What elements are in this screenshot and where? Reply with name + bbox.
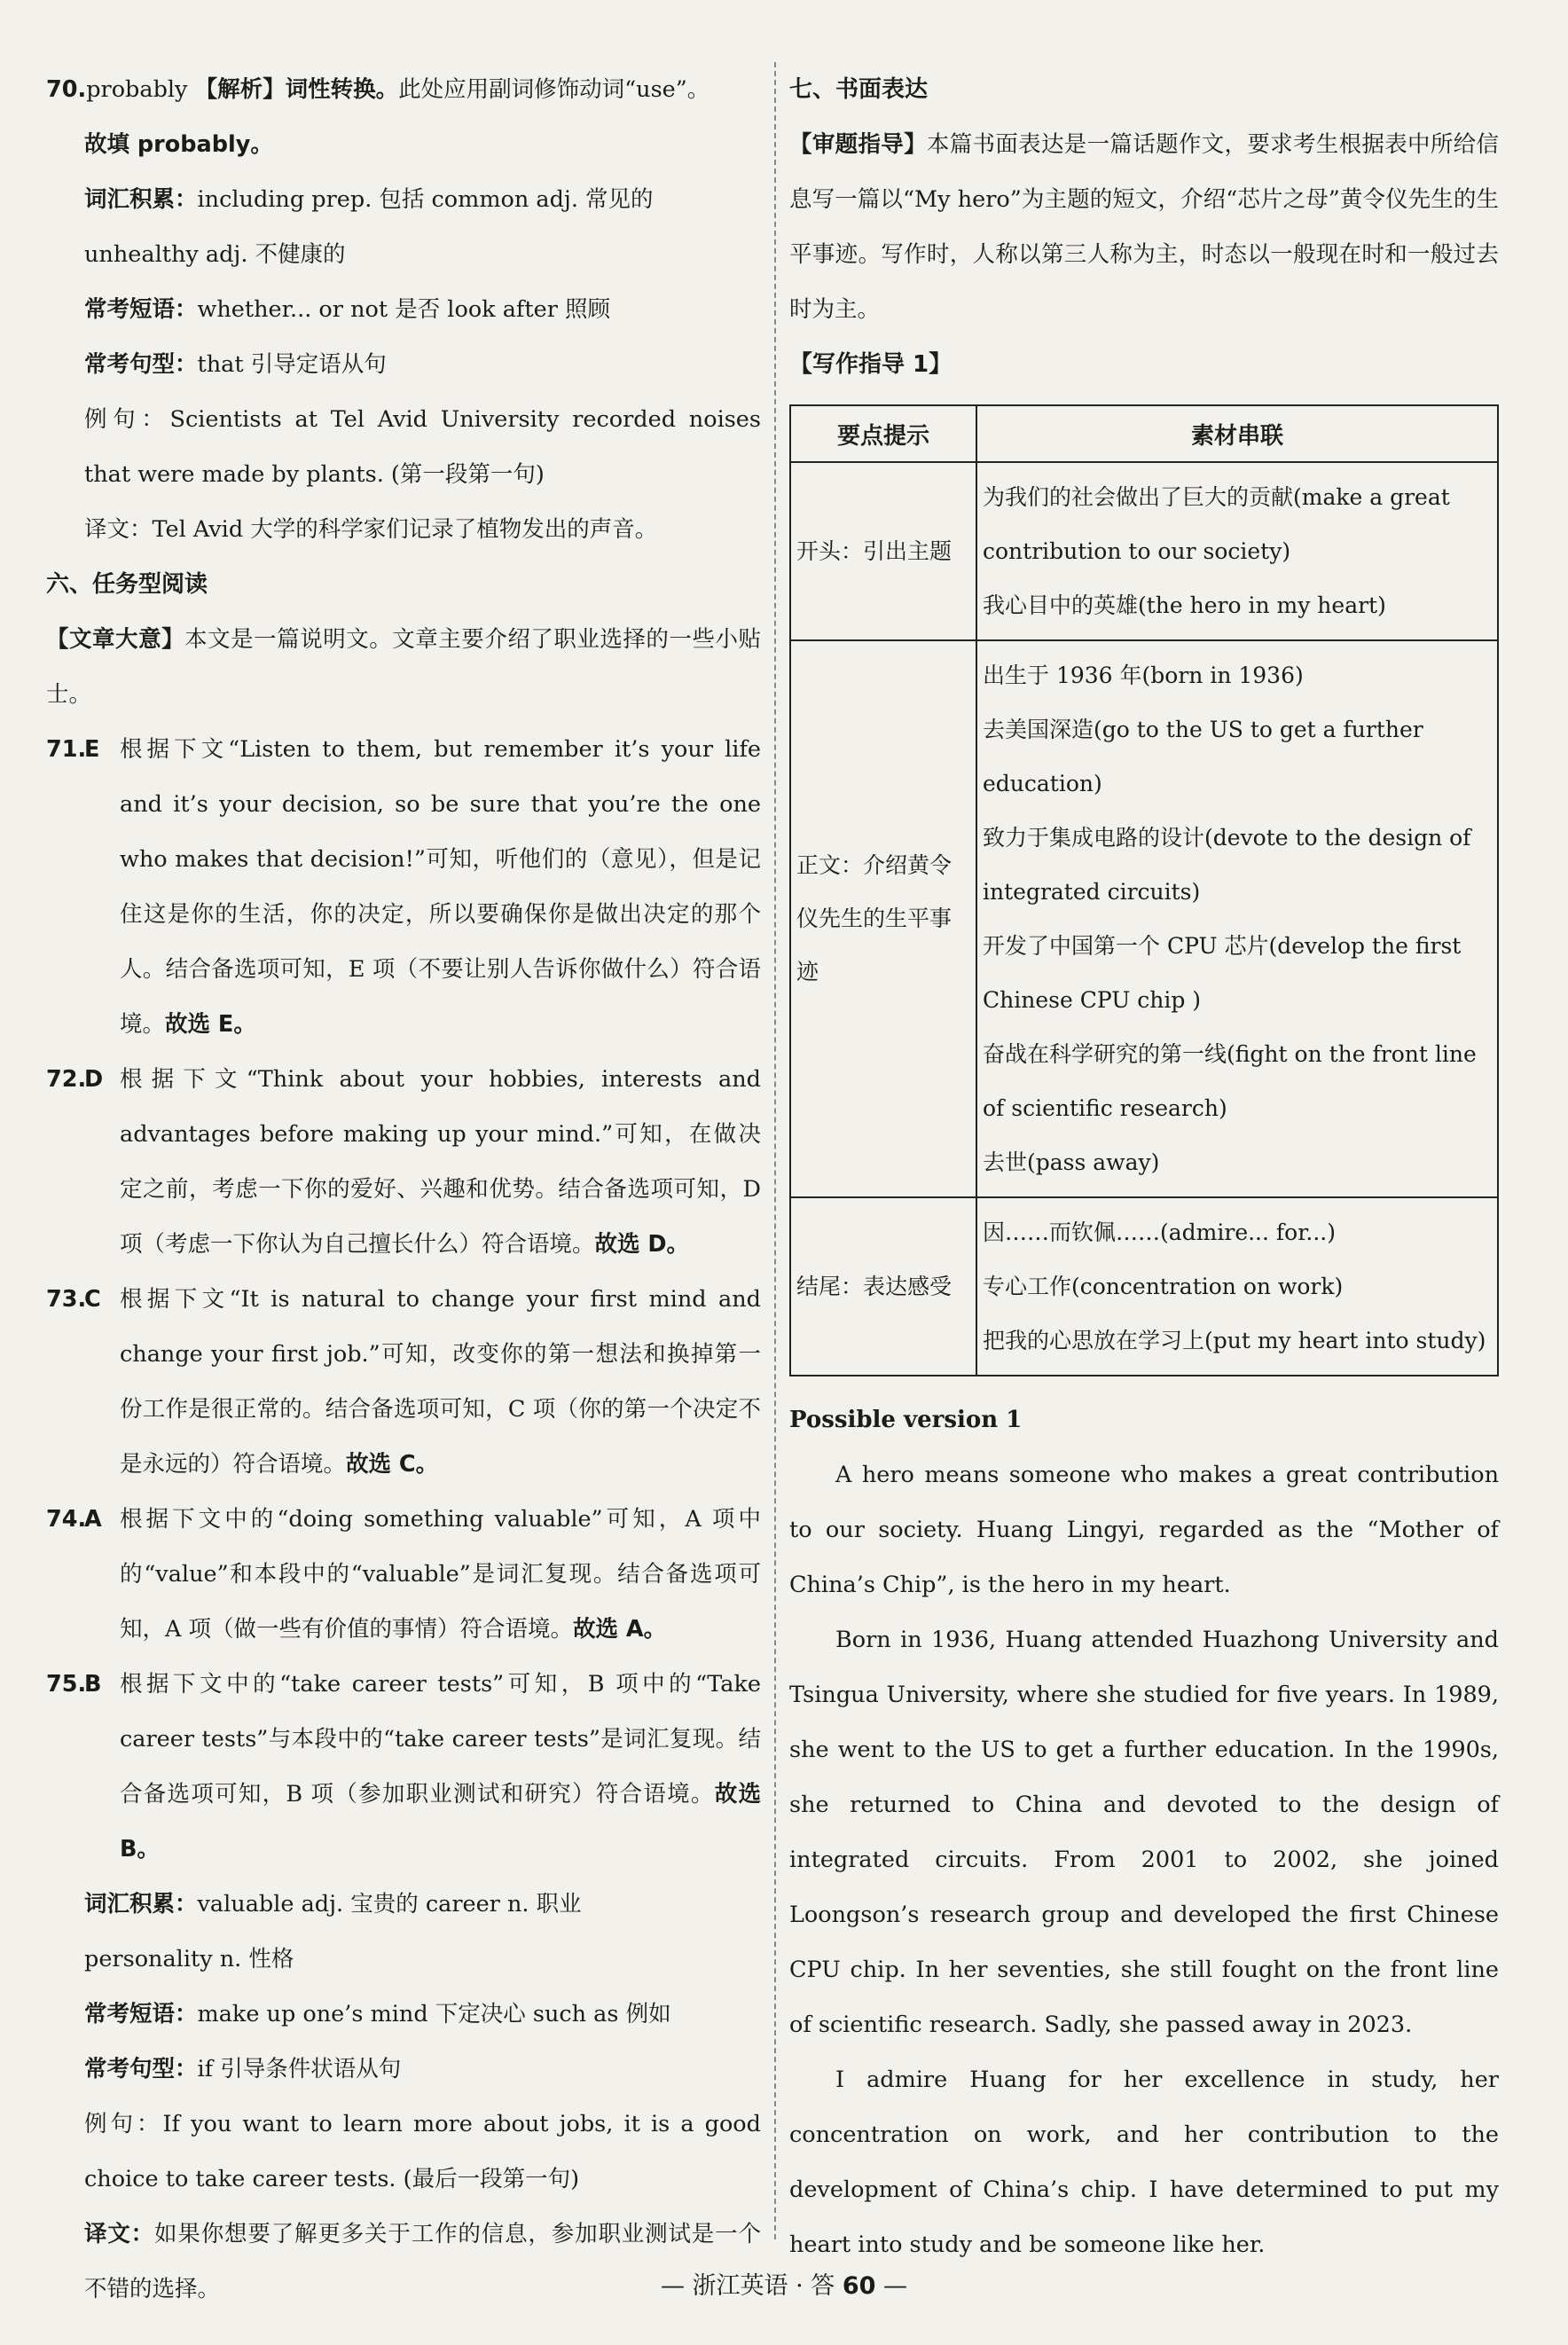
table-item: 奋战在科学研究的第一线(fight on the front line of scientific research) xyxy=(983,1041,1477,1121)
outline-table xyxy=(789,404,1499,1376)
right-column xyxy=(789,62,1499,2272)
q70-tag: 【解析】 xyxy=(194,76,286,103)
table-item: 因……而钦佩……(admire... for...) xyxy=(983,1220,1336,1245)
table-row xyxy=(790,640,1498,1197)
essay-paragraph: Born in 1936, Huang attended Huazhong University and Tsingua University, where she studied for five years. In 1989, she went to the US to get a further education. In the 1990s, she returned to China and devoted to the design of integrated circuits. From 2001 to 2002, she joined Loongson’s research group and developed the first Chinese CPU chip. In her seventies, she still fought on the front line of scientific research. Sadly, she passed away in 2023. xyxy=(789,1627,1499,2038)
vocab1: 词汇积累：including prep. 包括 common adj. 常见的 xyxy=(84,186,654,213)
table-item: 我心目中的英雄(the hero in my heart) xyxy=(983,592,1386,618)
vocab2: 词汇积累：valuable adj. 宝贵的 career n. 职业 xyxy=(84,1891,582,1918)
table-item: 把我的心思放在学习上(put my heart into study) xyxy=(983,1328,1486,1353)
table-key-cell: 结尾：表达感受 xyxy=(790,1197,976,1376)
possible-version-title: Possible version 1 xyxy=(789,1407,1023,1433)
table-value-cell xyxy=(976,462,1498,640)
question-75: 75. B 根据下文中的“take career tests”可知，B 项中的“Take career tests”与本段中的“take career tests”是词汇复现。结合备选项可知，B 项（参加职业测试和研究）符合语境。故选 B。 xyxy=(46,1671,761,1863)
trans2: 译文：如果你想要了解更多关于工作的信息，参加职业测试是一个不错的选择。 xyxy=(84,2221,761,2302)
table-item: 为我们的社会做出了巨大的贡献(make a great contribution to our society) xyxy=(983,484,1450,564)
example2: 例句：If you want to learn more about jobs, it is a good choice to take career tests. (最后一段第一句) xyxy=(84,2111,761,2192)
table-value-cell xyxy=(976,1197,1498,1376)
column-divider xyxy=(774,62,776,2239)
q70-number: 70. xyxy=(46,76,87,103)
page-number: 60 xyxy=(842,2272,876,2300)
table-item: 去美国深造(go to the US to get a further education) xyxy=(983,717,1423,796)
q70-fill: 故填 probably。 xyxy=(84,131,273,158)
writing-guide-text: 【审题指导】本篇书面表达是一篇话题作文，要求考生根据表中所给信息写一篇以“My hero”为主题的短文，介绍“芯片之母”黄令仪先生的生平事迹。写作时，人称以第三人称为主，时态以一般现在时和一般过去时为主。 xyxy=(789,131,1499,323)
phrase2: 常考短语：make up one’s mind 下定决心 such as 例如 xyxy=(84,2001,671,2027)
table-item: 去世(pass away) xyxy=(983,1149,1160,1175)
sentence2: 常考句型：if 引导条件状语从句 xyxy=(84,2056,402,2082)
table-key-cell: 正文：介绍黄令仪先生的生平事迹 xyxy=(790,640,976,1197)
question-74: 74. A 根据下文中的“doing something valuable”可知，A 项中的“value”和本段中的“valuable”是词汇复现。结合备选项可知，A 项（做一些有价值的事情）符合语境。故选 A。 xyxy=(46,1506,761,1643)
table-row xyxy=(790,462,1498,640)
section-7-title: 七、书面表达 xyxy=(789,76,929,103)
section-6-title: 六、任务型阅读 xyxy=(46,571,208,598)
q70-answer: probably xyxy=(86,76,188,103)
q70-line xyxy=(46,62,761,117)
table-item: 致力于集成电路的设计(devote to the design of integrated circuits) xyxy=(983,825,1471,905)
essay-paragraph: A hero means someone who makes a great contribution to our society. Huang Lingyi, regarded as the “Mother of China’s Chip”, is the hero in my heart. xyxy=(789,1462,1499,1598)
writing-guide-1-title: 【写作指导 1】 xyxy=(789,351,953,378)
table-header: 要点提示 xyxy=(790,405,976,462)
table-header-row xyxy=(790,405,1498,462)
q70-head: 词性转换。 xyxy=(285,76,399,103)
q70-text: 此处应用副词修饰动词“use”。 xyxy=(398,76,710,103)
table-value-cell xyxy=(976,640,1498,1197)
vocab1-line2: unhealthy adj. 不健康的 xyxy=(84,241,346,268)
sentence1: 常考句型：that 引导定语从句 xyxy=(84,351,387,378)
table-item: 专心工作(concentration on work) xyxy=(983,1274,1344,1299)
question-73: 73. C 根据下文“It is natural to change your first mind and change your first job.”可知，改变你的第一想法和换掉第一份工作是很正常的。结合备选项可知，C 项（你的第一个决定不是永远的）符合语境。故选 C。 xyxy=(46,1286,761,1478)
page-footer: — 浙江英语 · 答 60 — xyxy=(660,2272,908,2300)
vocab2-line2: personality n. 性格 xyxy=(84,1946,294,1972)
essay-paragraph: I admire Huang for her excellence in study, her concentration on work, and her contribution to the development of China’s chip. I have determined to put my heart into study and be someone like her. xyxy=(789,2067,1499,2258)
question-72: 72. D 根据下文“Think about your hobbies, interests and advantages before making up your mind.”可知，在做决定之前，考虑一下你的爱好、兴趣和优势。结合备选项可知，D 项（考虑一下你认为自己擅长什么）符合语境。故选 D。 xyxy=(46,1066,761,1258)
example1: 例句：Scientists at Tel Avid University recorded noises that were made by plants. (第一段第一句) xyxy=(84,406,761,488)
table-item: 开发了中国第一个 CPU 芯片(develop the first Chinese CPU chip ) xyxy=(983,933,1462,1013)
table-key-cell: 开头：引出主题 xyxy=(790,462,976,640)
left-column xyxy=(46,62,761,2317)
trans1: 译文：Tel Avid 大学的科学家们记录了植物发出的声音。 xyxy=(84,516,658,543)
table-header: 素材串联 xyxy=(976,405,1498,462)
phrase1: 常考短语：whether... or not 是否 look after 照顾 xyxy=(84,296,611,323)
table-item: 出生于 1936 年(born in 1936) xyxy=(983,663,1304,688)
article-summary: 【文章大意】本文是一篇说明文。文章主要介绍了职业选择的一些小贴士。 xyxy=(46,626,761,708)
question-71: 71. E 根据下文“Listen to them, but remember it’s your life and it’s your decision, so be sure that you’re the one who makes that decision!”可知，听他们的（意见），但是记住这是你的生活，你的决定，所以要确保你是做出决定的那个人。结合备选项可知，E 项（不要让别人告诉你做什么）符合语境。故选 E。 xyxy=(46,736,761,1038)
table-row xyxy=(790,1197,1498,1376)
